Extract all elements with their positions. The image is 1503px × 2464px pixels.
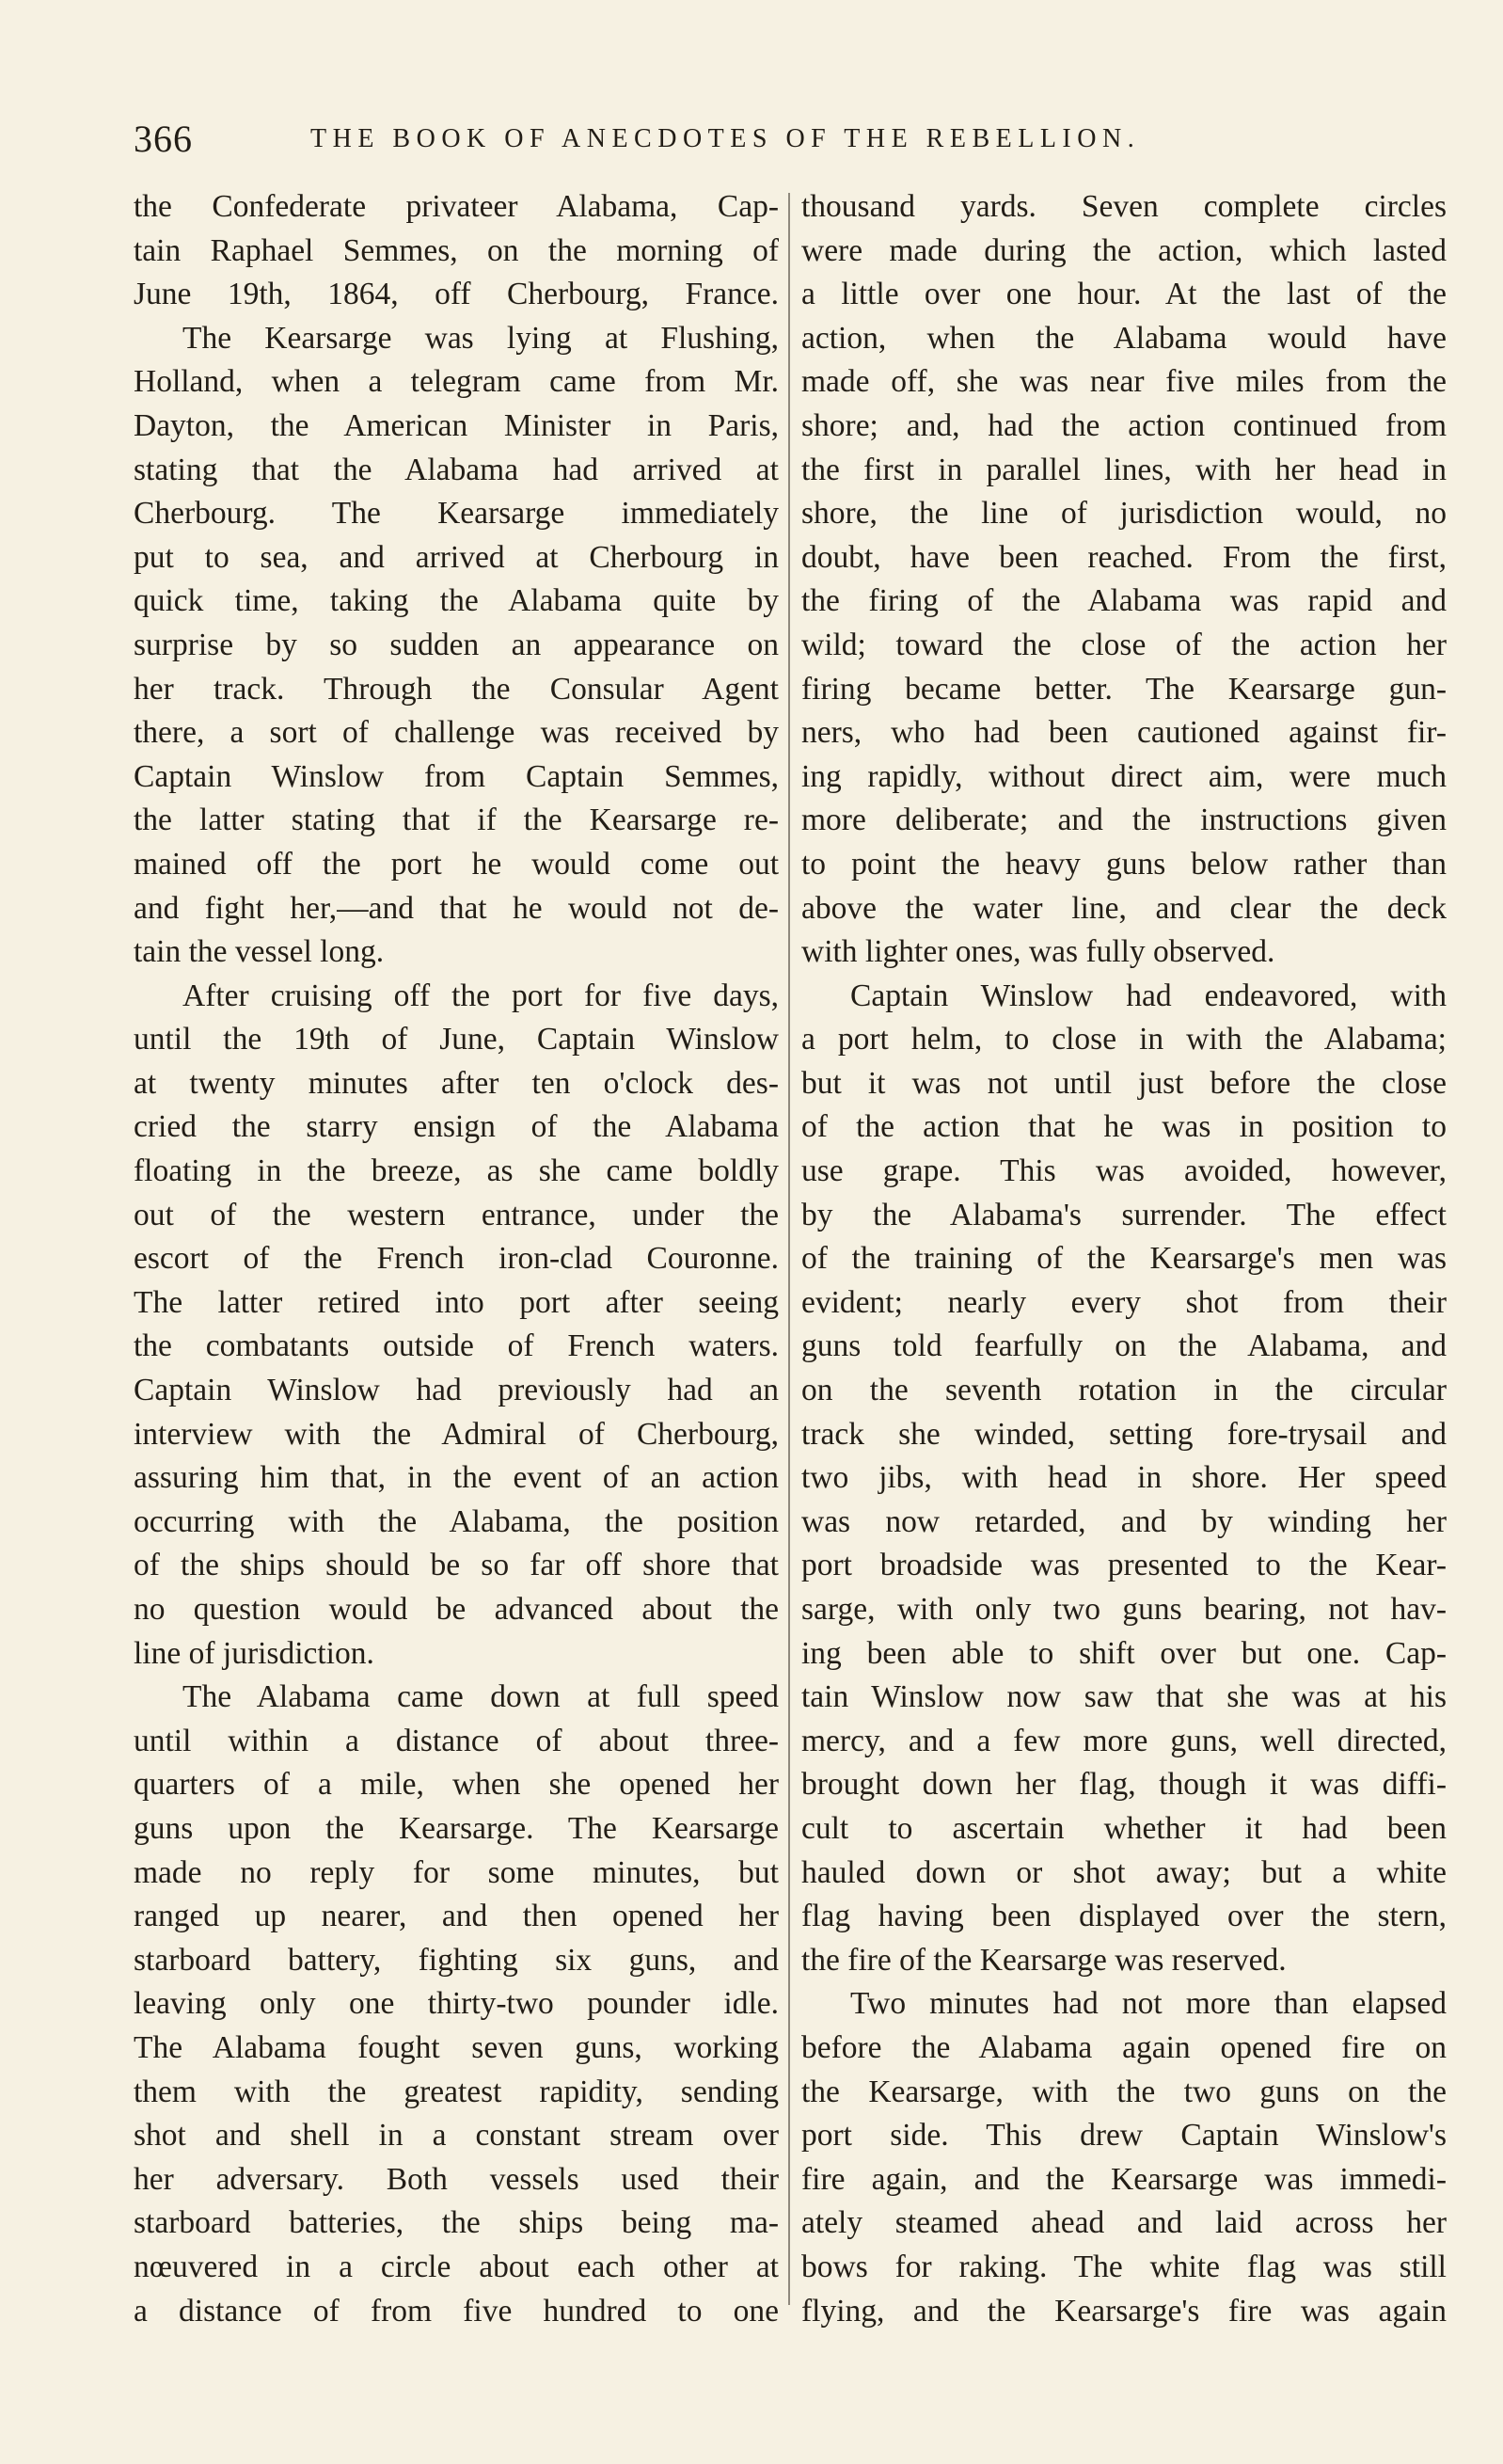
text-line: Captain Winslow from Captain Semmes,	[134, 758, 779, 794]
text-line: there, a sort of challenge was received by	[134, 715, 779, 751]
text-line: cult to ascertain whether it had been	[801, 1810, 1447, 1846]
text-line: were made during the action, which lasted	[801, 232, 1447, 268]
text-line: put to sea, and arrived at Cherbourg in	[134, 539, 779, 575]
text-line: until the 19th of June, Captain Winslow	[134, 1022, 779, 1057]
text-line: port side. This drew Captain Winslow's	[801, 2118, 1447, 2154]
text-line: nœuvered in a circle about each other at	[134, 2249, 779, 2284]
text-line: two jibs, with head in shore. Her speed	[801, 1460, 1447, 1496]
text-line: tain Raphael Semmes, on the morning of	[134, 232, 779, 268]
text-line: the first in parallel lines, with her head in	[801, 452, 1447, 487]
left-text-column	[134, 185, 779, 2333]
text-line: a little over one hour. At the last of the	[801, 277, 1447, 312]
text-line: ing been able to shift over but one. Cap-	[801, 1635, 1447, 1671]
text-line: starboard batteries, the ships being ma-	[134, 2205, 779, 2241]
text-line: them with the greatest rapidity, sending	[134, 2074, 779, 2109]
text-line: on the seventh rotation in the circular	[801, 1373, 1447, 1408]
text-line: shot and shell in a constant stream over	[134, 2118, 779, 2154]
text-line: ners, who had been cautioned against fir-	[801, 715, 1447, 751]
text-line: the Kearsarge, with the two guns on the	[801, 2074, 1447, 2109]
text-line: occurring with the Alabama, the position	[134, 1503, 779, 1539]
text-line: assuring him that, in the event of an action	[134, 1460, 779, 1496]
text-line: the combatants outside of French waters.	[134, 1328, 779, 1364]
text-line: The Kearsarge was lying at Flushing,	[182, 320, 779, 356]
column-divider-rule	[788, 193, 790, 2305]
text-line: no question would be advanced about the	[134, 1592, 779, 1627]
text-line: of the ships should be so far off shore that	[134, 1548, 779, 1583]
text-line: doubt, have been reached. From the first,	[801, 539, 1447, 575]
text-line: June 19th, 1864, off Cherbourg, France.	[134, 277, 779, 312]
running-title: THE BOOK OF ANECDOTES OF THE REBELLION.	[310, 124, 1141, 153]
text-line: ing rapidly, without direct aim, were much	[801, 758, 1447, 794]
text-line: Holland, when a telegram came from Mr.	[134, 364, 779, 400]
text-line: sarge, with only two guns bearing, not hav-	[801, 1592, 1447, 1627]
text-line: by the Alabama's surrender. The effect	[801, 1197, 1447, 1232]
text-line: shore; and, had the action continued from	[801, 407, 1447, 443]
text-line: Captain Winslow had previously had an	[134, 1373, 779, 1408]
text-line: action, when the Alabama would have	[801, 320, 1447, 356]
text-line: with lighter ones, was fully observed.	[801, 934, 1275, 970]
text-line: leaving only one thirty-two pounder idle.	[134, 1986, 779, 2022]
text-line: wild; toward the close of the action her	[801, 627, 1447, 662]
text-line: mercy, and a few more guns, well directed,	[801, 1723, 1447, 1758]
text-line: before the Alabama again opened fire on	[801, 2029, 1447, 2065]
text-line: the latter stating that if the Kearsarge re-	[134, 803, 779, 838]
text-line: tain the vessel long.	[134, 934, 385, 970]
text-line: at twenty minutes after ten o'clock des-	[134, 1065, 779, 1101]
text-line: quick time, taking the Alabama quite by	[134, 583, 779, 619]
text-line: Cherbourg. The Kearsarge immediately	[134, 496, 779, 532]
text-line: was now retarded, and by winding her	[801, 1503, 1447, 1539]
text-line: made no reply for some minutes, but	[134, 1854, 779, 1890]
text-line: the firing of the Alabama was rapid and	[801, 583, 1447, 619]
text-line: After cruising off the port for five days,	[182, 978, 779, 1013]
text-line: the Confederate privateer Alabama, Cap-	[134, 189, 779, 224]
right-text-column	[801, 185, 1447, 2333]
text-line: of the training of the Kearsarge's men was	[801, 1241, 1447, 1277]
text-line: use grape. This was avoided, however,	[801, 1153, 1447, 1189]
text-line: flag having been displayed over the stern,	[801, 1899, 1447, 1934]
text-line: guns told fearfully on the Alabama, and	[801, 1328, 1447, 1364]
text-line: The Alabama fought seven guns, working	[134, 2029, 779, 2065]
text-line: flying, and the Kearsarge's fire was again	[801, 2293, 1447, 2329]
text-line: surprise by so sudden an appearance on	[134, 627, 779, 662]
page-number: 366	[134, 118, 193, 160]
text-line: Dayton, the American Minister in Paris,	[134, 407, 779, 443]
text-line: firing became better. The Kearsarge gun-	[801, 671, 1447, 707]
text-line: tain Winslow now saw that she was at his	[801, 1679, 1447, 1715]
text-line: mained off the port he would come out	[134, 846, 779, 882]
text-line: stating that the Alabama had arrived at	[134, 452, 779, 487]
text-line: and fight her,—and that he would not de-	[134, 890, 779, 926]
text-line: The latter retired into port after seeing	[134, 1284, 779, 1320]
text-line: brought down her flag, though it was diffi-	[801, 1767, 1447, 1803]
text-line: above the water line, and clear the deck	[801, 890, 1447, 926]
text-line: cried the starry ensign of the Alabama	[134, 1109, 779, 1145]
text-line: shore, the line of jurisdiction would, no	[801, 496, 1447, 532]
text-line: floating in the breeze, as she came boldly	[134, 1153, 779, 1189]
text-line: Two minutes had not more than elapsed	[850, 1986, 1447, 2022]
running-head	[134, 111, 1305, 167]
text-line: quarters of a mile, when she opened her	[134, 1767, 779, 1803]
text-line: a port helm, to close in with the Alabama;	[801, 1022, 1447, 1057]
text-line: port broadside was presented to the Kear-	[801, 1548, 1447, 1583]
text-line: the fire of the Kearsarge was reserved.	[801, 1942, 1287, 1978]
text-line: Captain Winslow had endeavored, with	[850, 978, 1447, 1013]
text-line: guns upon the Kearsarge. The Kearsarge	[134, 1810, 779, 1846]
text-line: until within a distance of about three-	[134, 1723, 779, 1758]
text-line: her adversary. Both vessels used their	[134, 2161, 779, 2197]
text-line: ately steamed ahead and laid across her	[801, 2205, 1447, 2241]
text-line: hauled down or shot away; but a white	[801, 1854, 1447, 1890]
text-line: a distance of from five hundred to one	[134, 2293, 779, 2329]
text-line: The Alabama came down at full speed	[182, 1679, 779, 1715]
text-line: to point the heavy guns below rather than	[801, 846, 1447, 882]
text-line: bows for raking. The white flag was still	[801, 2249, 1447, 2284]
text-line: her track. Through the Consular Agent	[134, 671, 779, 707]
text-line: made off, she was near five miles from the	[801, 364, 1447, 400]
text-line: fire again, and the Kearsarge was immedi-	[801, 2161, 1447, 2197]
text-line: thousand yards. Seven complete circles	[801, 189, 1447, 224]
text-line: starboard battery, fighting six guns, and	[134, 1942, 779, 1978]
text-line: line of jurisdiction.	[134, 1635, 374, 1671]
text-line: ranged up nearer, and then opened her	[134, 1899, 779, 1934]
text-line: out of the western entrance, under the	[134, 1197, 779, 1232]
text-line: escort of the French iron-clad Couronne.	[134, 1241, 779, 1277]
text-line: but it was not until just before the close	[801, 1065, 1447, 1101]
text-line: evident; nearly every shot from their	[801, 1284, 1447, 1320]
text-line: of the action that he was in position to	[801, 1109, 1447, 1145]
text-line: interview with the Admiral of Cherbourg,	[134, 1416, 779, 1452]
text-line: track she winded, setting fore-trysail and	[801, 1416, 1447, 1452]
text-line: more deliberate; and the instructions given	[801, 803, 1447, 838]
